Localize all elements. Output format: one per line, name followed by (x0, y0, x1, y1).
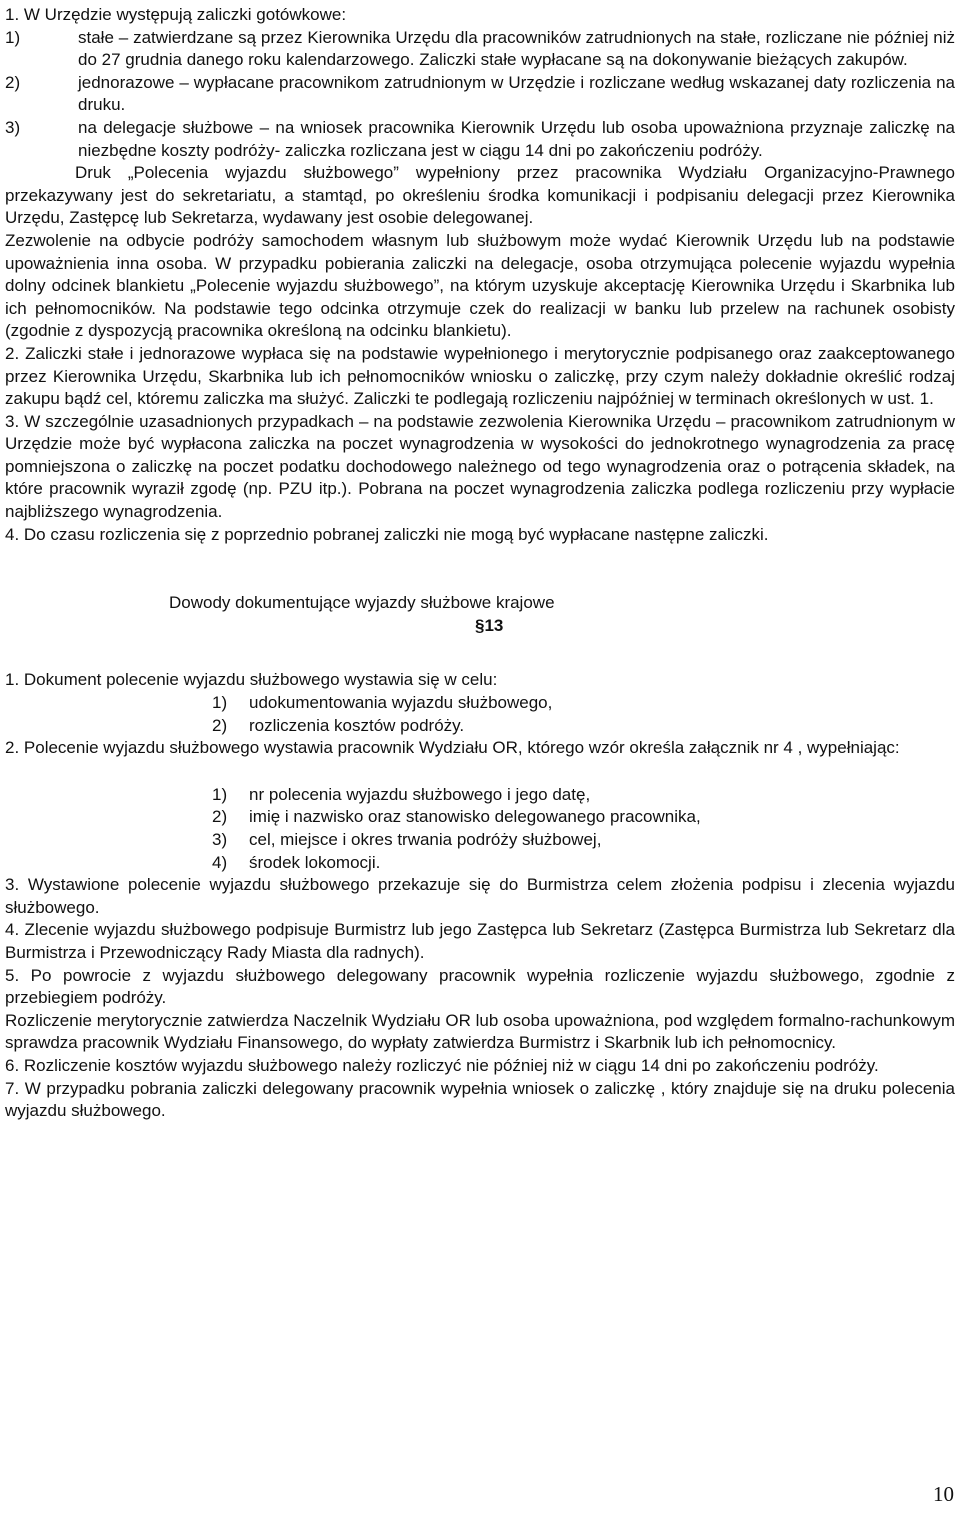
item-number: 1) (5, 27, 21, 47)
par13-point-2-item-2 (5, 806, 955, 829)
par13-point-5-continuation: Rozliczenie merytorycznie zatwierdza Naczelnik Wydziału OR lub osoba upoważniona, pod względem formalno-rachunkowym sprawdza pracownik Wydziału Finansowego, do wypłaty zatwierdza Burmistrz i Skarbnik lub ich pełnomocnicy. (5, 1010, 955, 1053)
paragraph-label: §13 (475, 615, 504, 635)
item-text: udokumentowania wyjazdu służbowego, (249, 693, 553, 713)
par13-point-7: 7. W przypadku pobrania zaliczki delegowany pracownik wypełnia wniosek o zaliczkę , który znajduje się na druku polecenia wyjazdu służbowego. (5, 1078, 955, 1121)
par13-point-1-item-1 (5, 692, 955, 715)
section1-item-2 (5, 72, 955, 117)
page-number: 10 (933, 1482, 954, 1506)
par13-point-5: 5. Po powrocie z wyjazdu służbowego delegowany pracownik wypełnia rozliczenie wyjazdu służbowego, zgodnie z przebiegiem podróży. (5, 965, 955, 1008)
item-number: 2) (5, 72, 21, 92)
par13-point-3: 3. Wystawione polecenie wyjazdu służbowego przekazuje się do Burmistrza celem złożenia podpisu i zlecenia wyjazdu służbowego. (5, 875, 955, 917)
par13-point-2-item-1 (5, 784, 955, 807)
item-text: stałe – zatwierdzane są przez Kierownika Urzędu dla pracowników zatrudnionych na stałe, rozliczane nie później niż do 27 grudnia danego roku kalendarzowego. Zaliczki stałe wypłacane są na dokonywanie bieżących zakupów. (78, 27, 955, 70)
section1-item-3 (5, 117, 955, 162)
section-4: 4. Do czasu rozliczenia się z poprzednio pobranej zaliczki nie mogą być wypłacane następne zaliczki. (5, 524, 769, 544)
par13-point-4: 4. Zlecenie wyjazdu służbowego podpisuje Burmistrz lub jego Zastępca lub Sekretarz (Zastępca Burmistrza lub Sekretarz dla Burmistrza i Przewodniczący Rady Miasta dla radnych). (5, 920, 955, 962)
par13-point-2-item-4 (5, 852, 955, 875)
document-page (5, 4, 955, 1123)
paragraph-druk: Druk „Polecenia wyjazdu służbowego” wypełniony przez pracownika Wydziału Organizacyjno-Prawnego przekazywany jest do sekretariatu, a stamtąd, po określeniu środka komunikacji i podpisaniu delegacji przez Kierownika Urzędu, Zastępcę lub Sekretarza, wydawany jest osobie delegowanej. (5, 163, 955, 228)
item-number: 3) (212, 830, 228, 849)
item-number: 1) (212, 693, 228, 713)
item-text: środek lokomocji. (249, 852, 381, 872)
item-text: cel, miejsce i okres trwania podróży służbowej, (249, 830, 602, 849)
item-text: jednorazowe – wypłacane pracownikom zatrudnionym w Urzędzie i rozliczane według wskazanej daty rozliczenia na druku. (78, 72, 955, 115)
section-3: 3. W szczególnie uzasadnionych przypadkach – na podstawie zezwolenia Kierownika Urzędu – pracownikom zatrudnionym w Urzędzie może być wypłacona zaliczka na poczet wynagrodzenia w wysokości do jednokrotnego wynagrodzenia za pracę pomniejszona o zaliczkę na poczet podatku dochodowego należnego od tego wynagrodzenia oraz o potrącenia składek, na które pracownik wyraził zgodę (np. PZU itp.). Pobrana na poczet wynagrodzenia zaliczka podlega rozliczeniu przy wypłacie najbliższego wynagrodzenia. (5, 411, 955, 522)
item-number: 2) (212, 715, 228, 735)
item-number: 1) (212, 784, 228, 804)
par13-point-2: 2. Polecenie wyjazdu służbowego wystawia pracownik Wydziału OR, którego wzór określa załącznik nr 4 , wypełniając: (5, 738, 900, 758)
paragraph-zezwolenie: Zezwolenie na odbycie podróży samochodem własnym lub służbowym może wydać Kierownik Urzędu lub na podstawie upoważnienia inna osoba. W przypadku pobierania zaliczki na delegacje, osoba otrzymująca polecenie wyjazdu wypełnia dolny odcinek blankietu „Polecenie wyjazdu służbowego”, na którym uzyskuje akceptację Kierownika Urzędu i Skarbnika lub ich pełnomocników. Na podstawie tego odcinka otrzymuje czek do realizacji w banku lub przelew na rachunek osobisty (zgodnie z dyspozycją pracownika określoną na odcinku blankietu). (5, 230, 955, 341)
par13-point-1: 1. Dokument polecenie wyjazdu służbowego wystawia się w celu: (5, 670, 498, 690)
item-text: imię i nazwisko oraz stanowisko delegowanego pracownika, (249, 807, 701, 827)
item-number: 3) (5, 117, 21, 137)
par13-point-6: 6. Rozliczenie kosztów wyjazdu służbowego należy rozliczyć nie później niż w ciągu 14 dni po zakończeniu podróży. (5, 1055, 879, 1075)
item-number: 2) (212, 807, 228, 827)
par13-point-2-item-3 (5, 829, 955, 852)
item-text: rozliczenia kosztów podróży. (249, 715, 465, 735)
section-heading: Dowody dokumentujące wyjazdy służbowe krajowe (169, 593, 555, 613)
item-number: 4) (212, 852, 228, 872)
section1-intro: 1. W Urzędzie występują zaliczki gotówkowe: (5, 5, 347, 24)
section1-item-1 (5, 27, 955, 72)
par13-point-1-item-2 (5, 715, 955, 738)
item-text: nr polecenia wyjazdu służbowego i jego datę, (249, 784, 591, 804)
item-text: na delegacje służbowe – na wniosek pracownika Kierownik Urzędu lub osoba upoważniona przyznaje zaliczkę na niezbędne koszty podróży- zaliczka rozliczana jest w ciągu 14 dni po zakończeniu podróży. (78, 117, 955, 160)
section-2: 2. Zaliczki stałe i jednorazowe wypłaca się na podstawie wypełnionego i merytorycznie podpisanego oraz zaakceptowanego przez Kierownika Urzędu, Skarbnika lub ich pełnomocników wniosku o zaliczkę, przy czym należy dokładnie określić rodzaj zakupu bądź cel, któremu zaliczka ma służyć. Zaliczki te podlegają rozliczeniu najpóźniej w terminach określonych w ust. 1. (5, 343, 955, 409)
